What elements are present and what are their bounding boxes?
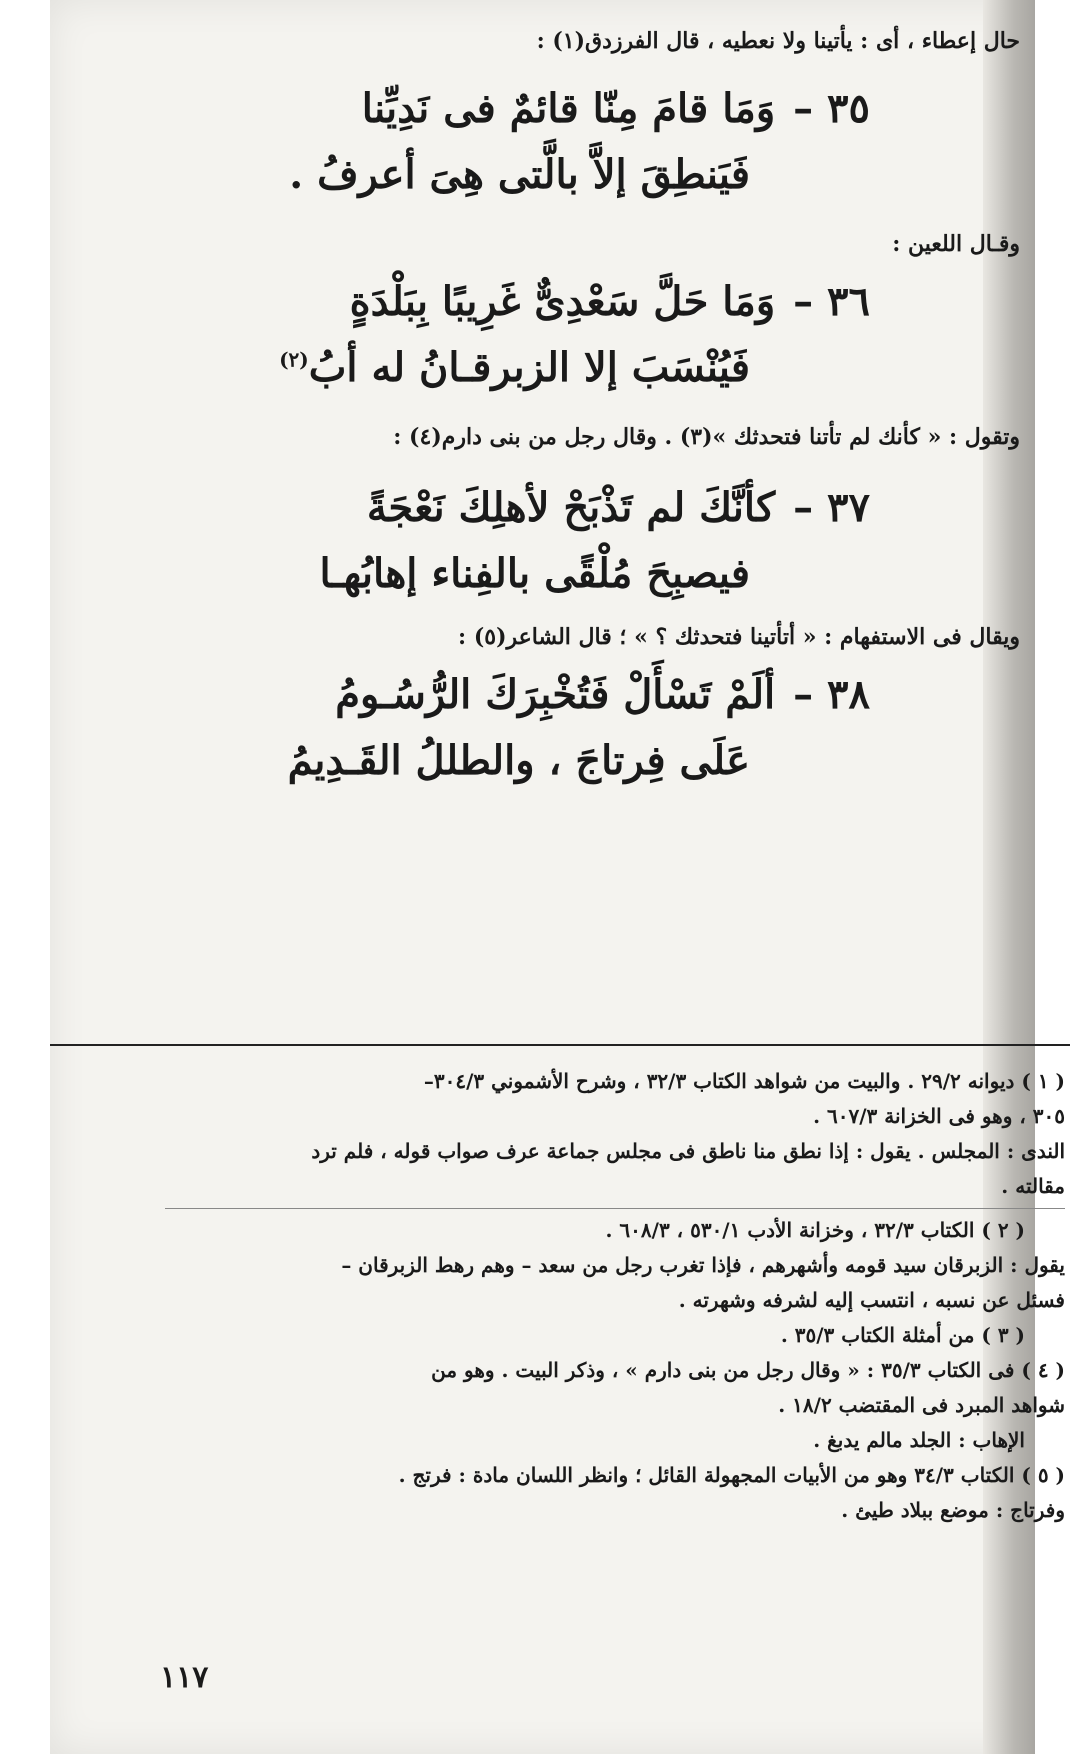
intro-line: حال إعطاء ، أى : يأتينا ولا نعطيه ، قال الفرزدق(١) : (536, 28, 1020, 54)
verse-hemistich-1: وَمَا قامَ مِنّا قائمٌ فى نَدِيِّنا (361, 85, 776, 133)
verse-hemistich-1: ألَمْ تَسْأَلْ فَتُخْبِرَكَ الرُّسُـومُ (335, 670, 776, 718)
book-page (50, 0, 1065, 1754)
verse-hemistich-2: فيصبِحَ مُلْقًى بالفِناء إهابُهـا (319, 549, 750, 597)
verse-hemistich-2: فَيُنْسَبَ إلا الزبرقـانُ له أبُ (308, 344, 750, 392)
footnote-1-gloss: الندى : المجلس . يقول : إذا نطق منا ناطق فى مجلس جماعة عرف صواب قوله ، فلم ترد (311, 1139, 1065, 1163)
verse-number: ٣٧ – (793, 483, 870, 531)
footnote-5: ( ٥ ) الكتاب ٣٤/٣ وهو من الأبيات المجهولة القائل ؛ وانظر اللسان مادة : فرتج . (398, 1463, 1065, 1487)
footnote-4: ( ٤ ) فى الكتاب ٣٥/٣ : « وقال رجل من بنى دارم » ، وذكر البيت . وهو من (431, 1358, 1065, 1382)
verse-36 (120, 276, 1020, 394)
verse-hemistich-1: وَمَا حَلَّ سَعْدِىٌّ غَرِيبًا بِبَلْدَةٍ (349, 278, 776, 326)
footnote-2-gloss-cont: فسئل عن نسبه ، انتسب إليه لشرفه وشهرته . (678, 1288, 1065, 1312)
footnotes (105, 1064, 1065, 1528)
footnote-3: ( ٣ ) من أمثلة الكتاب ٣٥/٣ . (780, 1323, 1025, 1347)
footnote-1-gloss-cont: مقالته . (1001, 1174, 1065, 1198)
footnote-ref: (٢) (279, 348, 309, 373)
tagul-line: وتقول : « كأنك لم تأتنا فتحدثك »(٣) . وقال رجل من بنى دارم(٤) : (393, 424, 1020, 451)
verse-37 (120, 482, 1020, 600)
footnote-2: ( ٢ ) الكتاب ٣٢/٣ ، وخزانة الأدب ٥٣٠/١ ، ٦٠٨/٣ . (605, 1218, 1025, 1242)
footnote-1-cont: ٣٠٥ ، وهو فى الخزانة ٦٠٧/٣ . (813, 1104, 1065, 1128)
verse-number: ٣٥ – (793, 85, 870, 133)
verse-number: ٣٦ – (793, 278, 870, 326)
verse-hemistich-1: كأنَّكَ لم تَذْبَحْ لأهلِكَ نَعْجَةً (366, 483, 776, 531)
verse-number: ٣٨ – (793, 670, 870, 718)
footnote-separator (165, 1208, 1065, 1209)
footnote-4-gloss: الإهاب : الجلد مالم يدبغ . (813, 1428, 1025, 1452)
istifham-line: ويقال فى الاستفهام : « أتأتينا فتحدثك ؟ » ؛ قال الشاعر(٥) : (458, 623, 1020, 650)
page-number: ١١٧ (160, 1660, 209, 1695)
verse-35 (120, 83, 1020, 201)
said-laeen: وقـال اللعين : (892, 231, 1020, 258)
verse-hemistich-2: فَيَنطِقَ إلاَّ بالَّتى هِىَ أعرفُ . (289, 151, 750, 199)
footnote-5-gloss: وفرتاج : موضع ببلاد طيئ . (841, 1498, 1065, 1522)
main-text (120, 20, 1020, 787)
footnote-divider (50, 1044, 1070, 1046)
verse-hemistich-2: عَلَى فِرتاجَ ، والطللُ القَـدِيمُ (287, 736, 750, 784)
footnote-4-cont: شواهد المبرد فى المقتضب ١٨/٢ . (778, 1393, 1065, 1417)
footnote-1: ( ١ ) ديوانه ٢٩/٢ . والبيت من شواهد الكتاب ٣٢/٣ ، وشرح الأشموني ٣٠٤/٣– (423, 1069, 1065, 1093)
footnote-2-gloss: يقول : الزبرقان سيد قومه وأشهرهم ، فإذا تغرب رجل من سعد – وهم رهط الزبرقان – (341, 1253, 1065, 1277)
verse-38 (120, 669, 1020, 787)
